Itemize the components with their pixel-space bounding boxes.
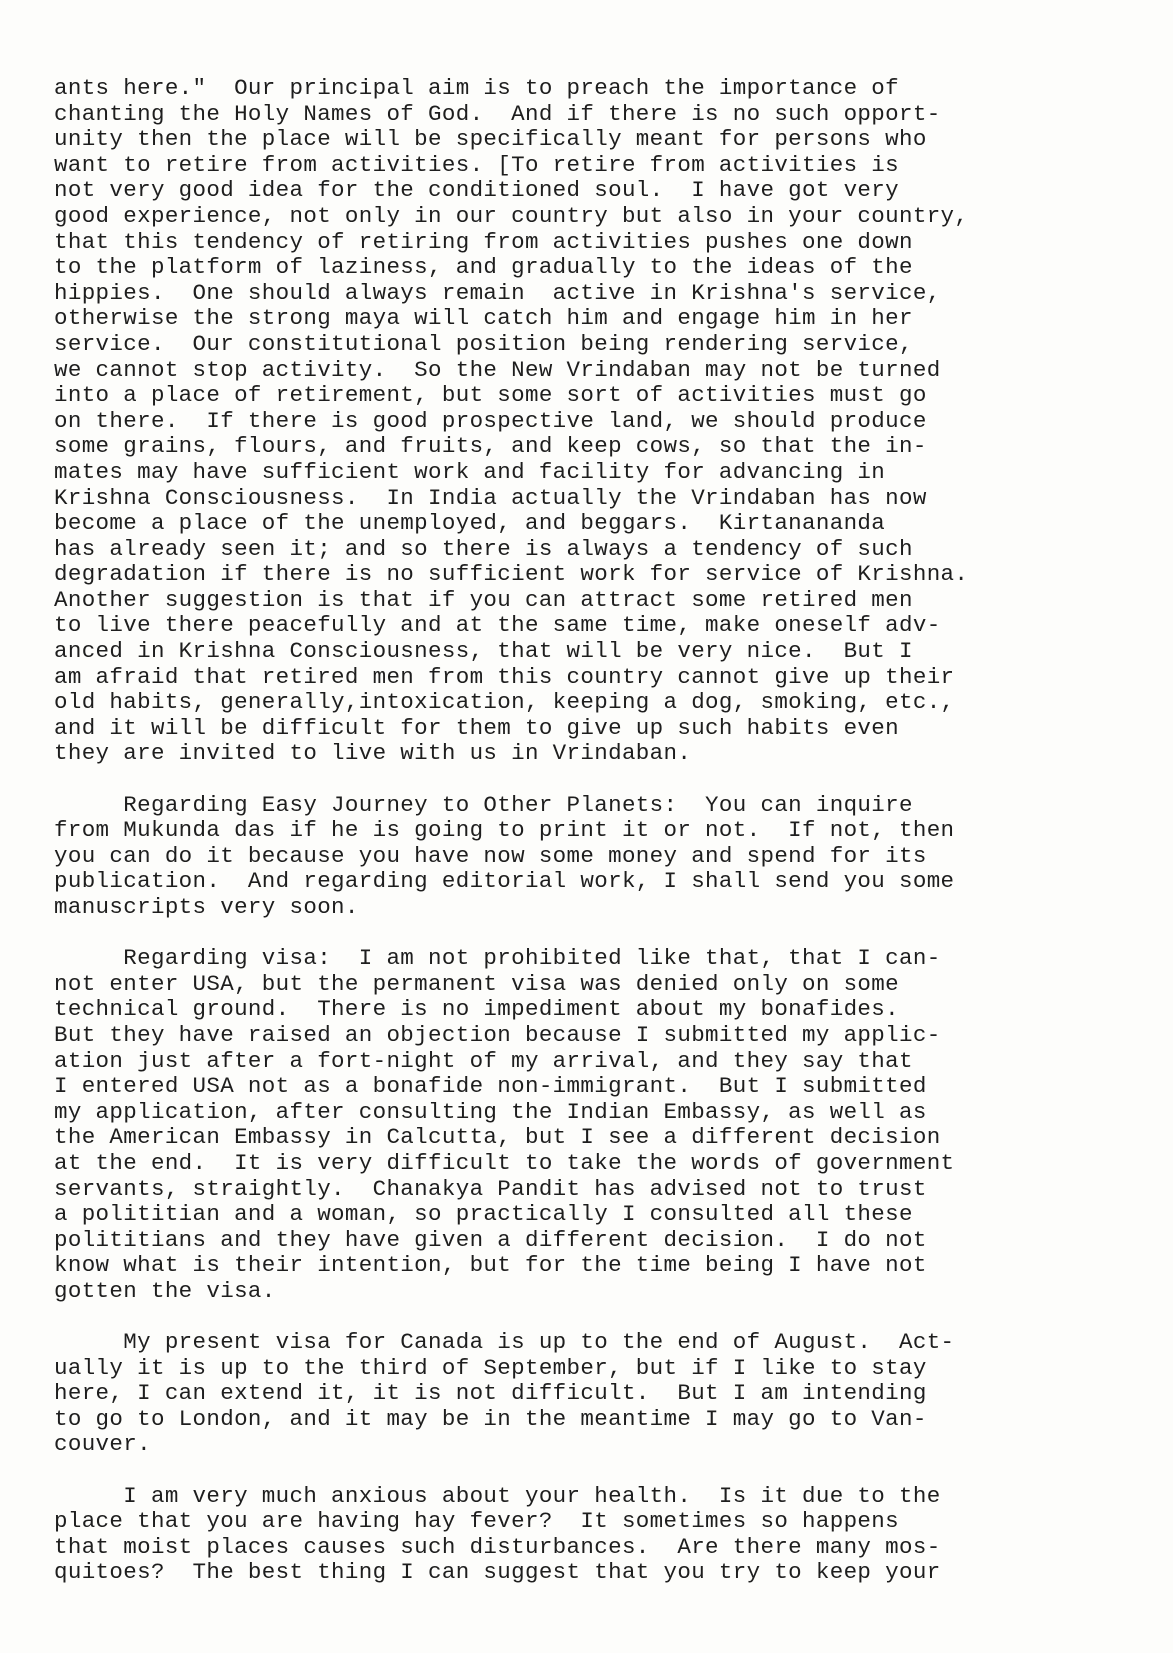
text-line: servants, straightly. Chanakya Pandit has advised not to trust: [54, 1175, 927, 1202]
text-line: you can do it because you have now some money and spend for its: [54, 842, 927, 869]
text-line: Regarding visa: I am not prohibited like that, that I can-: [54, 945, 941, 972]
letter-paragraph: [54, 1330, 1144, 1458]
text-line: and it will be difficult for them to give up such habits even: [54, 714, 899, 741]
letter-body: [54, 76, 1144, 1586]
text-line: manuscripts very soon.: [54, 894, 359, 920]
text-line: from Mukunda das if he is going to print it or not. If not, then: [54, 817, 955, 844]
text-line: gotten the visa.: [54, 1277, 276, 1304]
text-line: at the end. It is very difficult to take the words of government: [54, 1149, 955, 1176]
text-line: couver.: [54, 1431, 151, 1458]
text-line: old habits, generally,intoxication, keeping a dog, smoking, etc.,: [54, 689, 955, 716]
text-line: that this tendency of retiring from activities pushes one down: [54, 228, 913, 255]
text-line: to go to London, and it may be in the meantime I may go to Van-: [54, 1405, 927, 1432]
text-line: degradation if there is no sufficient work for service of Krishna.: [54, 561, 969, 588]
text-line: ation just after a fort-night of my arrival, and they say that: [54, 1047, 913, 1074]
text-line: not enter USA, but the permanent visa was denied only on some: [54, 970, 899, 997]
text-line: quitoes? The best thing I can suggest that you try to keep your: [54, 1559, 941, 1586]
text-line: to live there peacefully and at the same time, make oneself adv-: [54, 612, 941, 639]
text-line: hippies. One should always remain active in Krishna's service,: [54, 279, 941, 306]
text-line: But they have raised an objection because I submitted my applic-: [54, 1021, 941, 1048]
text-line: place that you are having hay fever? It sometimes so happens: [54, 1508, 899, 1535]
text-line: otherwise the strong maya will catch him and engage him in her: [54, 305, 913, 332]
text-line: some grains, flours, and fruits, and keep cows, so that the in-: [54, 433, 927, 460]
text-line: we cannot stop activity. So the New Vrindaban may not be turned: [54, 356, 941, 383]
text-line: want to retire from activities. [To retire from activities is: [54, 151, 899, 178]
letter-paragraph: [54, 946, 1144, 1304]
text-line: that moist places causes such disturbances. Are there many mos-: [54, 1533, 941, 1560]
text-line: Regarding Easy Journey to Other Planets: You can inquire: [54, 791, 913, 818]
text-line: polititians and they have given a different decision. I do not: [54, 1226, 927, 1253]
text-line: mates may have sufficient work and facility for advancing in: [54, 458, 886, 485]
text-line: know what is their intention, but for the time being I have not: [54, 1252, 927, 1279]
text-line: to the platform of laziness, and gradually to the ideas of the: [54, 254, 913, 281]
text-line: good experience, not only in our country but also in your country,: [54, 202, 969, 229]
text-line: I am very much anxious about your health. Is it due to the: [54, 1482, 941, 1509]
text-line: Another suggestion is that if you can attract some retired men: [54, 586, 913, 613]
text-line: unity then the place will be specifically meant for persons who: [54, 126, 927, 153]
text-line: Krishna Consciousness. In India actually the Vrindaban has now: [54, 484, 927, 511]
text-line: they are invited to live with us in Vrindaban.: [54, 740, 692, 767]
text-line: technical ground. There is no impediment about my bonafides.: [54, 996, 899, 1023]
text-line: the American Embassy in Calcutta, but I see a different decision: [54, 1124, 941, 1151]
letter-paragraph: [54, 793, 1144, 921]
text-line: on there. If there is good prospective land, we should produce: [54, 407, 927, 434]
text-line: into a place of retirement, but some sort of activities must go: [54, 382, 927, 409]
text-line: ually it is up to the third of September, but if I like to stay: [54, 1354, 927, 1381]
letter-paragraph: [54, 76, 1144, 767]
text-line: anced in Krishna Consciousness, that will be very nice. But I: [54, 638, 913, 665]
text-line: ants here." Our principal aim is to preach the importance of: [54, 75, 899, 101]
text-line: here, I can extend it, it is not difficult. But I am intending: [54, 1380, 927, 1407]
text-line: has already seen it; and so there is always a tendency of such: [54, 535, 913, 562]
text-line: I entered USA not as a bonafide non-immigrant. But I submitted: [54, 1073, 927, 1100]
text-line: service. Our constitutional position being rendering service,: [54, 330, 913, 357]
text-line: chanting the Holy Names of God. And if there is no such opport-: [54, 100, 941, 127]
text-line: publication. And regarding editorial work, I shall send you some: [54, 868, 955, 895]
text-line: am afraid that retired men from this country cannot give up their: [54, 663, 955, 690]
letter-paragraph: [54, 1484, 1144, 1586]
text-line: My present visa for Canada is up to the end of August. Act-: [54, 1329, 955, 1356]
text-line: become a place of the unemployed, and beggars. Kirtanananda: [54, 510, 886, 537]
text-line: not very good idea for the conditioned soul. I have got very: [54, 177, 899, 204]
text-line: a polititian and a woman, so practically I consulted all these: [54, 1201, 913, 1228]
text-line: my application, after consulting the Indian Embassy, as well as: [54, 1098, 927, 1125]
